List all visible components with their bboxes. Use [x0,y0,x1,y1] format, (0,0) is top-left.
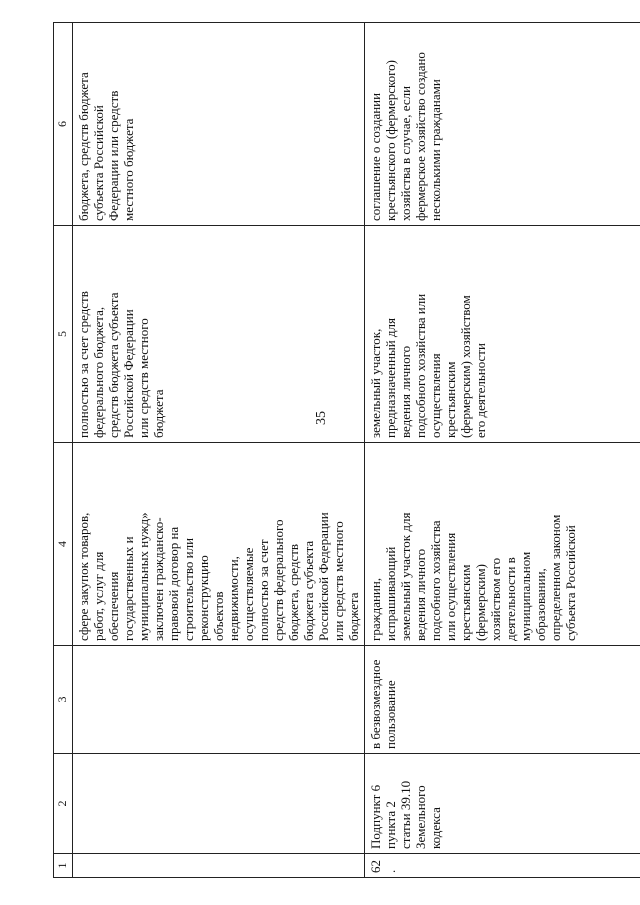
header-cell: 6 [54,23,73,226]
header-cell: 2 [54,754,73,854]
table-cell [73,646,365,754]
right-type-cell: в безвозмездное пользование [365,646,640,754]
table-cell [73,754,365,854]
header-cell: 5 [54,226,73,443]
table-row [73,23,365,878]
documents-cell: соглашение о создании крестьянского (фермерского) хозяйства в случае, если фермерское хозяйство создано несколькими гражданами [365,23,640,226]
header-cell: 4 [54,443,73,646]
table-header-row [54,23,73,878]
land-plot-cell: земельный участок, предназначенный для ведения личного подсобного хозяйства или осуществления крестьянским (фермерским) хозяйством его деятельности [365,226,640,443]
table-row [365,23,640,878]
row-number-cell: 62. [365,854,640,878]
table-cell: полностью за счет средств федерального бюджета, средств бюджета субъекта Российской Федерации или средств местного бюджета [73,226,365,443]
rotated-table-container [53,23,623,878]
legal-table [53,22,640,878]
table-cell [73,854,365,878]
table-cell: сфере закупок товаров, работ, услуг для обеспечения государственных и муниципальных нужд» заключен гражданско- правовой договор на строительство или реконструкцию объектов недвижимости, осуществляемые полностью за счет средств федерального бюджета, средств бюджета субъекта Российской Федерации или средств местного бюджета [73,443,365,646]
page-number: 35 [314,411,329,425]
applicant-cell: гражданин, испрашивающий земельный участок для ведения личного подсобного хозяйства или осуществления крестьянским (фермерским) хозяйством его деятельности в муниципальном образовании, определенном законом субъекта Российской [365,443,640,646]
header-cell: 3 [54,646,73,754]
header-cell: 1 [54,854,73,878]
document-table-region [53,23,623,878]
table-cell: бюджета, средств бюджета субъекта Российской Федерации или средств местного бюджета [73,23,365,226]
legal-basis-cell: Подпункт 6 пункта 2 статьи 39.10 Земельного кодекса [365,754,640,854]
